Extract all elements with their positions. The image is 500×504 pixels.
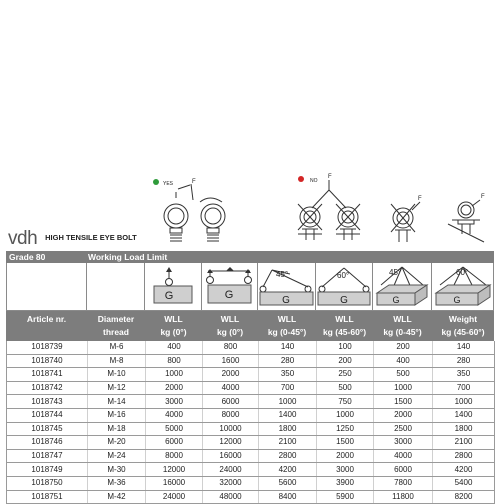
svg-text:G: G [282,295,290,306]
icon-cell-empty-1 [6,263,87,311]
table-cell: M-24 [88,449,146,463]
wll-label: Working Load Limit [88,252,168,262]
table-cell: 1800 [433,422,495,436]
table-cell: 5900 [317,490,374,504]
table-cell: 2500 [374,422,433,436]
force-label-no: F [328,174,332,180]
svg-text:G: G [164,290,174,302]
table-cell: 4200 [259,463,317,477]
lifting-configurations-row [6,263,494,311]
table-cell: 1018749 [7,463,88,477]
table-cell: 280 [259,354,317,368]
table-cell: 12000 [146,463,203,477]
col-weight: Weight kg (45-60°) [441,314,485,337]
table-cell: 1018746 [7,436,88,450]
table-row [7,449,495,463]
table-cell: 1018742 [7,381,88,395]
table-row [7,422,495,436]
double-vertical-lift-icon-cell [202,263,258,311]
table-cell: 16000 [146,476,203,490]
vertical-lift-icon [145,263,201,310]
table-cell: 1400 [433,408,495,422]
col-wll-0-45-four: WLL kg (0-45°) [383,314,422,337]
sling-60-icon [316,263,372,310]
table-cell: 1018750 [7,476,88,490]
table-cell: 2000 [146,381,203,395]
four-leg-45-icon [373,263,431,310]
col-article: Article nr. [26,314,67,324]
table-row [7,368,495,382]
table-cell: 280 [433,354,495,368]
table-cell: 1600 [203,354,259,368]
table-cell: 8000 [146,449,203,463]
table-cell: 1250 [317,422,374,436]
table-cell: 350 [433,368,495,382]
table-cell: 140 [259,341,317,354]
table-cell: 5600 [259,476,317,490]
table-cell: 800 [203,341,259,354]
column-headers [6,311,494,341]
table-row [7,463,495,477]
svg-text:G: G [224,289,234,301]
table-cell: 1018740 [7,354,88,368]
col-wll-0: WLL kg (0°) [160,314,187,337]
col-wll-0-45: WLL kg (0-45°) [267,314,307,337]
table-cell: 6000 [203,395,259,409]
sling-45-icon-cell [258,263,316,311]
table-row [7,476,495,490]
table-cell: 2000 [374,408,433,422]
table-cell: 1018741 [7,368,88,382]
product-title: HIGH TENSILE EYE BOLT [45,233,137,242]
icon-cell-empty-2 [87,263,145,311]
four-leg-60-icon-cell [432,263,494,311]
table-cell: 6000 [146,436,203,450]
brand [8,228,137,250]
no-indicator-dot [298,176,304,182]
table-cell: 700 [259,381,317,395]
incorrect-usage-illustration [298,174,485,242]
svg-text:G: G [340,295,348,306]
table-cell: 1018747 [7,449,88,463]
table-cell: 6000 [374,463,433,477]
table-cell: 2000 [317,449,374,463]
table-cell: M-10 [88,368,146,382]
table-row [7,408,495,422]
svg-text:60°: 60° [337,271,350,280]
table-cell: 100 [317,341,374,354]
table-cell: 48000 [203,490,259,504]
table-cell: 2000 [203,368,259,382]
table-cell: 10000 [203,422,259,436]
table-cell: 4000 [203,381,259,395]
table-cell: 1000 [317,408,374,422]
table-cell: 24000 [146,490,203,504]
table-cell: 8000 [203,408,259,422]
table-cell: 3000 [146,395,203,409]
table-cell: 3000 [374,436,433,450]
table-cell: 16000 [203,449,259,463]
table-cell: 250 [317,368,374,382]
double-vertical-lift-icon [202,263,257,310]
table-cell: M-18 [88,422,146,436]
table-cell: M-42 [88,490,146,504]
table-cell: M-16 [88,408,146,422]
table-cell: 1018743 [7,395,88,409]
table-cell: 7800 [374,476,433,490]
table-cell: 12000 [203,436,259,450]
vertical-lift-icon-cell [145,263,202,311]
table-cell: 1400 [259,408,317,422]
table-cell: 24000 [203,463,259,477]
col-wll-45-60: WLL kg (45-60°) [322,314,367,337]
col-diameter: Diameter thread [97,314,135,337]
table-row [7,395,495,409]
table-cell: M-30 [88,463,146,477]
table-cell: 1018744 [7,408,88,422]
svg-text:60°: 60° [456,268,469,277]
table-cell: 500 [317,381,374,395]
table-header-bar [6,251,494,263]
yes-label: YES [163,181,174,187]
table-cell: 700 [433,381,495,395]
col-wll-0-double: WLL kg (0°) [216,314,244,337]
table-cell: 5400 [433,476,495,490]
table-cell: 2100 [259,436,317,450]
table-cell: 11800 [374,490,433,504]
table-cell: 400 [146,341,203,354]
table-cell: 8400 [259,490,317,504]
table-cell: 1018751 [7,490,88,504]
table-cell: M-36 [88,476,146,490]
table-cell: 1018745 [7,422,88,436]
svg-text:45°: 45° [389,268,402,277]
table-cell: 32000 [203,476,259,490]
table-row [7,341,495,354]
table-cell: 3000 [317,463,374,477]
table-cell: M-20 [88,436,146,450]
svg-text:45°: 45° [276,270,289,279]
table-cell: 2800 [259,449,317,463]
svg-text:G: G [453,295,461,305]
table-cell: 4200 [433,463,495,477]
table-cell: 400 [374,354,433,368]
table-cell: 1000 [433,395,495,409]
table-cell: 140 [433,341,495,354]
table-cell: 1000 [146,368,203,382]
table-cell: 1000 [259,395,317,409]
grade-label: Grade 80 [9,252,46,262]
table-cell: 8200 [433,490,495,504]
table-cell: 3900 [317,476,374,490]
force-label-yes: F [192,179,196,185]
table-row [7,354,495,368]
table-cell: 1018739 [7,341,88,354]
four-leg-60-icon [432,263,493,310]
table-cell: 800 [146,354,203,368]
table-cell: 200 [317,354,374,368]
table-cell: 1500 [317,436,374,450]
yes-indicator-dot [153,179,159,185]
table-cell: 1500 [374,395,433,409]
table-cell: 2100 [433,436,495,450]
table-row [7,381,495,395]
svg-text:G: G [392,295,400,305]
table-cell: M-14 [88,395,146,409]
table-cell: 750 [317,395,374,409]
table-cell: 4000 [146,408,203,422]
table-cell: 1800 [259,422,317,436]
table-row [7,490,495,504]
table-cell: M-8 [88,354,146,368]
four-leg-45-icon-cell [373,263,432,311]
table-cell: 350 [259,368,317,382]
table-row [7,436,495,450]
table-cell: M-6 [88,341,146,354]
no-label: NO [310,178,318,184]
sling-60-icon-cell [316,263,373,311]
table-cell: 2800 [433,449,495,463]
table-cell: 200 [374,341,433,354]
wll-table [6,341,495,504]
table-cell: 4000 [374,449,433,463]
table-cell: 1000 [374,381,433,395]
table-cell: 500 [374,368,433,382]
table-cell: M-12 [88,381,146,395]
sling-45-icon [258,263,315,310]
force-label-side-2: F [481,194,485,200]
brand-logo: vdh [8,228,38,249]
table-cell: 5000 [146,422,203,436]
force-label-side: F [418,196,422,202]
correct-usage-illustration [153,179,225,241]
